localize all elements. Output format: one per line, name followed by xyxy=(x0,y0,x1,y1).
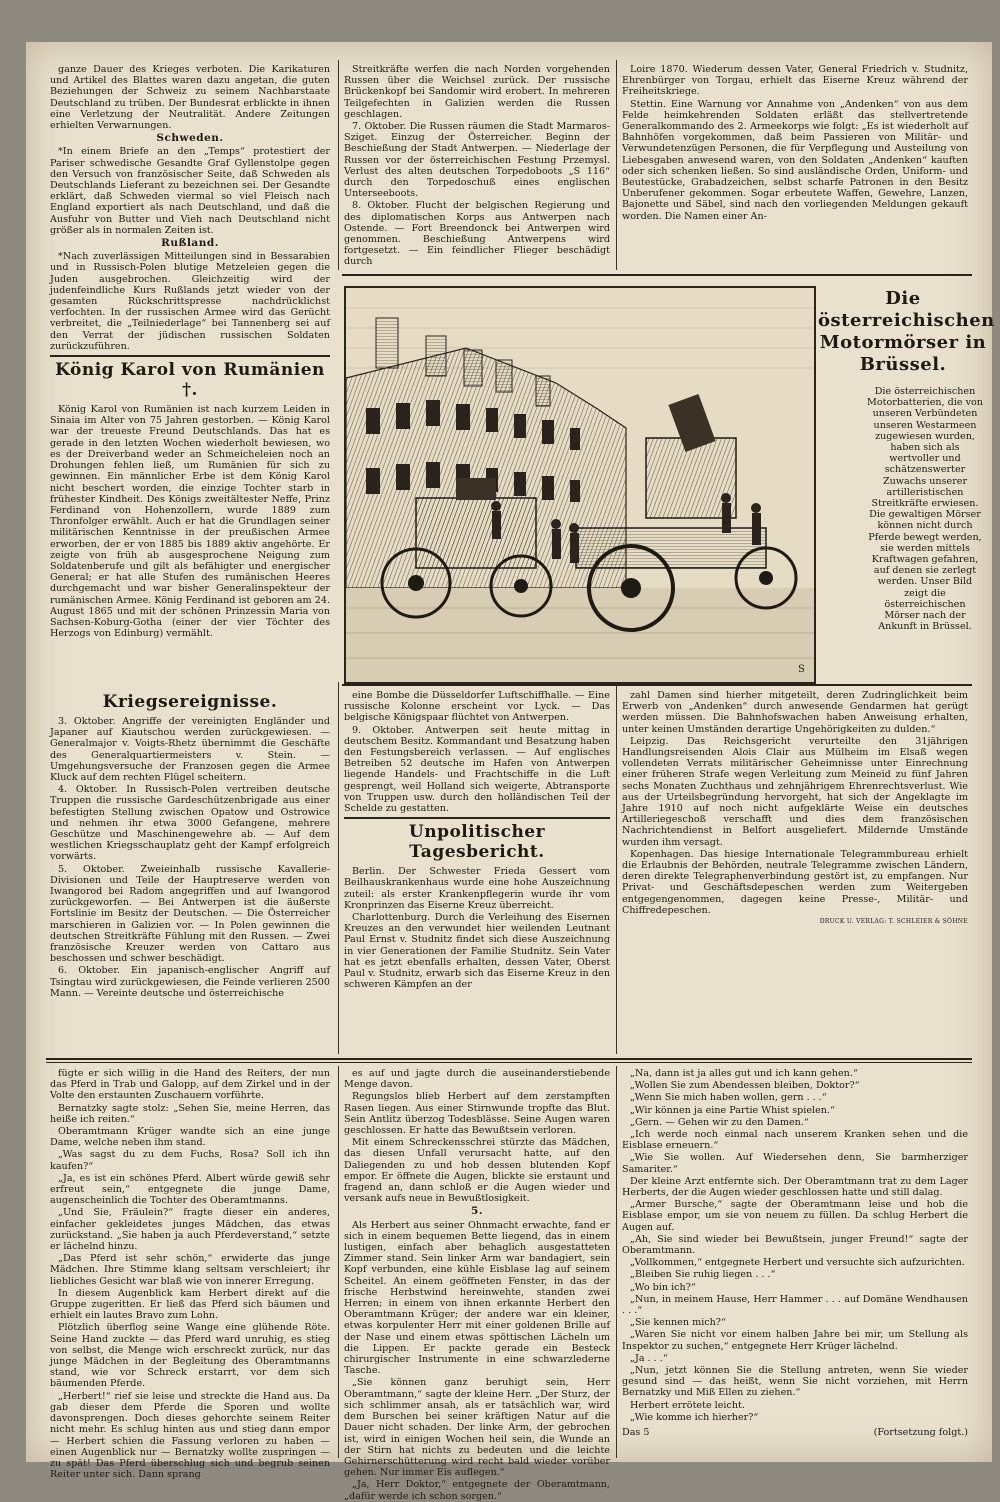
column-rule xyxy=(616,682,617,1054)
krieg-oct5: 5. Oktober. Zweieinhalb russische Kavallerie-Divisionen und Teile der Hauptreserve werden von Iwangorod bei Radom angegriffen und auf Iwangorod zurückgeworfen. — Bei Antwerpen ist die äußerste Fortslinie im Besitz der Deutschen. — Die Österreicher marschieren in Galizien vor. — In Polen gewinnen die deutschen Streitkräfte Fühlung mit den Russen. — Zwei französische Kreuzer werden von Cattaro aus beschossen und schwer beschädigt. xyxy=(50,863,330,965)
figure-caption: Die österreichischen Motorbatterien, die von unseren Verbündeten unseren Westarmeen zugewiesen wurden, haben sich als wertvoller und schätzenswerter Zuwachs unserer artilleristischen Streitkräfte erwiesen. Die gewaltigen Mörser können nicht durch Pferde bewegt werden, sie werden mittels Kraftwagen gefahren, auf denen sie zerlegt werden. Unser Bild zeigt die österreichischen Mörser nach der Ankunft in Brüssel. xyxy=(867,386,983,633)
column-5 xyxy=(622,690,968,1050)
novel-paragraph: „Vollkommen,“ entgegnete Herbert und versuchte sich aufzurichten. xyxy=(630,1257,965,1269)
novel-paragraph: Oberamtmann Krüger wandte sich an eine junge Dame, welche neben ihm stand. xyxy=(50,1126,330,1149)
novel-paragraph: „Ja, es ist ein schönes Pferd. Albert würde gewiß sehr erfreut sein,“ entgegnete die junge Dame, augenscheinlich die Tochter des Oberamtmanns. xyxy=(50,1172,330,1207)
feuilleton-rule xyxy=(46,1058,972,1060)
berlin-paragraph: Berlin. Der Schwester Frieda Gessert vom Beilhauskrankenhaus wurde eine hohe Auszeichnung zuteil: als erster Krankenpflegerin wurde ihr vom Kronprinzen das Eiserne Kreuz überreicht. xyxy=(344,866,610,911)
krieg-oct7: 7. Oktober. Die Russen räumen die Stadt Marmaros-Sziget. Einzug der Österreicher. Beginn der Beschießung der Stadt Antwerpen. — Niederlage der Russen vor der österreichischen Festung Przemysl. Verlust des alten deutschen Torpedoboots „S 116“ durch den Torpedoschuß eines englischen Unterseeboots. xyxy=(344,121,610,200)
intro-paragraph: ganze Dauer des Krieges verboten. Die Karikaturen und Artikel des Blattes waren dazu angetan, die guten Beziehungen der Schweiz zu seinem Nachbarstaate Deutschland zu trüben. Der Bundesrat erblickte in ihnen eine Verletzung der Neutralität. Andere Zeitungen erhielten Verwarnungen. xyxy=(50,64,330,132)
motormoerser-engraving xyxy=(346,288,814,682)
novel-paragraph: „Gern. — Gehen wir zu den Damen.“ xyxy=(630,1116,809,1128)
novel-paragraph: „Nun, in meinem Hause, Herr Hammer . . . auf Domäne Wendhausen . . .“ xyxy=(622,1293,968,1317)
feuilleton-rule xyxy=(46,1062,972,1063)
novel-paragraph: Bernatzky sagte stolz: „Sehen Sie, meine Herren, das heiße ich reiten.“ xyxy=(50,1102,330,1125)
novel-paragraph: „Wo bin ich?“ xyxy=(630,1281,696,1293)
novel-column-1 xyxy=(50,1068,330,1481)
novel-paragraph: „Sie können ganz beruhigt sein, Herr Oberamtmann,“ sagte der kleine Herr. „Der Sturz, der sich schlimmer ansah, als er tatsächlich war, wird dem Burschen bei seiner kräftigen Natur auf die Dauer nicht schaden. Der linke Arm, der gebrochen ist, wird in einigen Wochen heil sein, die Wunde an der Stirn hat nichts zu bedeuten und die leichte Gehirnerschütterung wird recht bald wieder vorüber gehen. Nur immer Eis auflegen.“ xyxy=(344,1377,610,1479)
leipzig-paragraph: Leipzig. Das Reichsgericht verurteilte den 31jährigen Handlungsreisenden Alois Clair aus Mülheim im Elsaß wegen vollendeten Verrats militärischer Geheimnisse unter Einrechnung einer früheren Strafe wegen Verleitung zum Meineid zu fünf Jahren sechs Monaten Zuchthaus und zehnjährigem Ehrenrechtsverlust. Wie aus der Urteilsbegründung hervorgeht, hat sich der Angeklagte im Jahre 1910 auf noch nicht aufgeklärte Weise ein deutsches Artilleriegeschoß verschafft und dies dem französischen Nachrichtendienst in Belfort ausgeliefert. Mildernde Umstände wurden ihm versagt. xyxy=(622,735,968,848)
novel-paragraph: Herbert errötete leicht. xyxy=(630,1399,745,1411)
unpolitischer-title: Unpolitischer Tagesbericht. xyxy=(408,822,546,863)
novel-paragraph: Als Herbert aus seiner Ohnmacht erwachte, fand er sich in einem bequemen Bette liegend, das in einem lustigen, einfach aber behaglich ausgestatteten Zimmer stand. Sein linker Arm war bandagiert, sein Kopf verbunden, eine kühle Eisblase lag auf seinem Scheitel. An einem geöffneten Fenster, in das der frische Herbstwind hereinwehte, standen zwei Herren; in einem von ihnen erkannte Herbert den Oberamtmann Krüger; der andere war ein kleiner, etwas korpulenter Herr mit einer goldenen Brille auf der Nase und einem etwas spöttischen Lächeln um die Lippen. Er packte gerade ein Besteck chirurgischer Instrumente in eine schwarzlederne Tasche. xyxy=(344,1219,610,1377)
krieg-oct4: 4. Oktober. In Russisch-Polen vertreiben deutsche Truppen die russische Gardeschützenbrigade aus einer befestigten Stellung zwischen Opatow und Ostrowice und nehmen ihr etwa 3000 Gefangene, mehrere Geschütze und Maschinengewehre ab. — Auf dem westlichen Kriegsschauplatz geht der Kampf erfolgreich vorwärts. xyxy=(50,784,330,863)
novel-paragraph: „Ich werde noch einmal nach unserem Kranken sehen und die Eisblase erneuern.“ xyxy=(622,1129,968,1152)
to-be-continued: (Fortsetzung folgt.) xyxy=(873,1427,968,1439)
charlottenburg-paragraph: Charlottenburg. Durch die Verleihung des Eisernen Kreuzes an den verwundet hier weilenden Leutnant Paul Ernst v. Studnitz findet sich diese Auszeichnung in vier Generationen der Familie Studnitz. Sein Vater hat es jetzt ebenfalls erhalten, dessen Vater, Oberst Paul v. Studnitz, erwarb sich das Eiserne Kreuz in den schweren Kämpfen an der xyxy=(344,912,610,991)
page-marker: Das 5 xyxy=(622,1427,650,1439)
column-1 xyxy=(50,64,330,709)
novel-paragraph: Plötzlich überflog seine Wange eine glühende Röte. Seine Hand zuckte — das Pferd ward unruhig, es stieg von selbst, die Menge wich erschreckt zurück, nur das junge Mädchen in der Begleitung des Oberamtmanns stand, wie vor Schreck erstarrt, vor dem sich bäumenden Pferde. xyxy=(50,1322,330,1390)
horizontal-rule xyxy=(342,684,972,686)
column-rule xyxy=(338,1066,339,1458)
novel-paragraph: Mit einem Schreckensschrei stürzte das Mädchen, das diesen Unfall verursacht hatte, auf den Daliegenden zu und hob dessen blutenden Kopf empor. Er öffnete die Augen, blickte sie erstaunt und fragend an, dann schloß er die Augen wieder und versank aufs neue in Bewußtlosigkeit. xyxy=(344,1137,610,1205)
printer-imprint: DRUCK U. VERLAG: T. SCHLEIER & SÖHNE xyxy=(819,918,968,926)
kriegsereignisse-column xyxy=(50,690,330,1050)
krieg-oct8: 8. Oktober. Flucht der belgischen Regierung und des diplomatischen Korps aus Antwerpen nach Ostende. — Fort Breendonck bei Antwerpen wird genommen. Beschießung Antwerpens wird fortgesetzt. — Ein feindlicher Flieger beschädigt durch xyxy=(344,200,610,268)
novel-paragraph: „Na, dann ist ja alles gut und ich kann gehen.“ xyxy=(630,1068,858,1079)
novel-paragraph: „Ah, Sie sind wieder bei Bewußtsein, junger Freund!“ sagte der Oberamtmann. xyxy=(622,1233,968,1257)
novel-paragraph: fügte er sich willig in die Hand des Reiters, der nun das Pferd in Trab und Galopp, auf dem Zirkel und in der Volte den erstaunten Zuschauern vorführte. xyxy=(50,1068,330,1102)
novel-paragraph: „Wie Sie wollen. Auf Wiedersehen denn, Sie barmherziger Samariter.“ xyxy=(622,1152,968,1175)
novel-paragraph: „Armer Bursche,“ sagte der Oberamtmann leise und hob die Eisblase empor, um sie von neuem zu füllen. Da schlug Herbert die Augen auf. xyxy=(622,1199,968,1233)
novel-paragraph: „Waren Sie nicht vor einem halben Jahre bei mir, um Stellung als Inspektor zu suchen,“ entgegnete Herr Krüger lächelnd. xyxy=(622,1329,968,1352)
novel-paragraph: Der kleine Arzt entfernte sich. Der Oberamtmann trat zu dem Lager Herberts, der die Augen wieder geschlossen hatte und still dalag. xyxy=(622,1175,968,1199)
novel-paragraph: es auf und jagte durch die auseinanderstiebende Menge davon. xyxy=(344,1068,610,1091)
novel-paragraph: „Sie kennen mich?“ xyxy=(630,1317,726,1329)
stettin-cont: zahl Damen sind hierher mitgeteilt, deren Zudringlichkeit beim Erwerb von „Andenken“ durch anwesende Gendarmen hat gerügt werden müssen. Die Bahnhofswachen haben Anweisung erhalten, unter keinen Umständen derartige Ungehörigkeiten zu dulden.“ xyxy=(622,690,968,735)
kopenhagen-paragraph: Kopenhagen. Das hiesige Internationale Telegrammbureau erhielt die Erlaubnis der Behörden, neutrale Telegramme zwischen Ländern, deren direkte Telegraphenverbindung gestört ist, zu empfangen. Nur Privat- und Geschäftsdepeschen werden zum Weitergeben entgegengenommen, dagegen keine Presse-, Militär- und Chiffredepeschen. xyxy=(622,848,968,916)
column-rule xyxy=(616,60,617,270)
column-rule xyxy=(616,1066,617,1458)
novel-paragraph: „Wie komme ich hierher?“ xyxy=(630,1411,759,1423)
horizontal-rule xyxy=(342,274,972,276)
karol-paragraph: König Karol von Rumänien ist nach kurzem Leiden in Sinaia im Alter von 75 Jahren gestorben. — König Karol war der treueste Freund Deutschlands. Das hat es gerade in den letzten Wochen wiederholt bewiesen, wo es der Dreiverband weder an Schmeicheleien noch an Drohungen fehlen ließ, um Rumänien für sich zu gewinnen. Ein männlicher Erbe ist dem König Karol nicht beschert worden, die einzige Tochter starb in frühester Kindheit. Des Königs zweitältester Neffe, Prinz Ferdinand von Hohenzollern, wurde 1889 zum Thronfolger erwählt. Auch er hat die Grundlagen seiner militärischen Kenntnisse in der preußischen Armee erworben, der er von 1885 bis 1889 aktiv angehörte. Er zeigte von früh ab ausgesprochene Neigung zum Soldatenberufe und gilt als befähigter und energischer General; er hat alle Stufen des rumänischen Heeres durchgemacht und war bisher Generalinspekteur der rumänischen Armee. König Ferdinand ist geboren am 24. August 1865 und mit der schönen Prinzessin Maria von Sachsen-Koburg-Gotha (einer der vier Töchter des Herzogs von Edinburg) vermählt. xyxy=(50,404,330,640)
novel-paragraph: „Herbert!“ rief sie leise und streckte die Hand aus. Da gab dieser dem Pferde die Sporen und wollte davonsprengen. Doch dieses gehorchte seinem Reiter nicht mehr. Es schlug hinten aus und stieg dann empor — Herbert schien die Fassung verloren zu haben — einen Augenblick nur — Bernatzky wollte zuspringen — zu spät! Das Pferd überschlug sich und begrub seinen Reiter unter sich. Dann sprang xyxy=(50,1390,330,1481)
karol-title: König Karol von Rumänien †. xyxy=(55,360,325,401)
studnitz-cont: Loire 1870. Wiederum dessen Vater, General Friedrich v. Studnitz, Ehrenbürger von Torgau, erhielt das Eiserne Kreuz während der Freiheitskriege. xyxy=(622,64,968,98)
novel-column-2 xyxy=(344,1068,610,1502)
novel-paragraph: „Was sagst du zu dem Fuchs, Rosa? Soll ich ihn kaufen?“ xyxy=(50,1149,330,1172)
figure-sidebar xyxy=(818,282,995,682)
schweden-paragraph: *In einem Briefe an den „Temps“ protestiert der Pariser schwedische Gesandte Graf Gyllenstolpe gegen den Versuch von französischer Seite, daß Schweden als Deutschlands Lieferant zu bezeichnen sei. Der Gesandte erklärt, daß Schweden viermal so viel Fleisch nach England exportiert als nach Deutschland, und daß die Ausfuhr von Butter und Vieh nach Deutschland nicht größer als in normalen Zeiten ist. xyxy=(50,146,330,236)
column-rule xyxy=(338,60,339,270)
novel-paragraph: „Und Sie, Fräulein?“ fragte dieser ein anderes, einfacher gekleidetes junges Mädchen, das etwas zurückstand. „Sie haben ja auch Pferdeverstand,“ setzte er lächelnd hinzu. xyxy=(50,1207,330,1253)
krieg-oct9: 9. Oktober. Antwerpen seit heute mittag in deutschem Besitz. Kommandant und Besatzung haben den Festungsbereich verlassen. — Auf englisches Betreiben 52 deutsche im Hafen von Antwerpen liegende Handels- und Frachtschiffe in die Luft gesprengt, weil Holland sich weigerte, Abtransporte von Truppen usw. durch den holländischen Teil der Schelde zu gestatten. xyxy=(344,724,610,815)
divider xyxy=(50,355,330,357)
novel-paragraph: „Wenn Sie mich haben wollen, gern . . .“ xyxy=(630,1092,827,1104)
krieg-cont-paragraph: Streitkräfte werfen die nach Norden vorgehenden Russen über die Weichsel zurück. Der russische Brückenkopf bei Sandomir wird erobert. In mehreren Teilgefechten in Galizien werden die Russen geschlagen. xyxy=(344,64,610,120)
stettin-paragraph: Stettin. Eine Warnung vor Annahme von „Andenken“ von aus dem Felde heimkehrenden Soldaten erläßt das stellvertretende Generalkommando des 2. Armeekorps wie folgt: „Es ist wiederholt auf Bahnhöfen vorgekommen, daß beim Passieren von Militär- und Verwundetenzügen Personen, die für Verpflegung und Austeilung von Liebesgaben anwesend waren, von den Soldaten „Andenken“ kauften oder sich schenken ließen. So sind ausländische Orden, Uniform- und Beutestücke, Grabadzeichen, selbst scharfe Patronen in den Besitz Unberufener gekommen. Sogar erbeutete Waffen, Gewehre, Lanzen, Bajonette und Säbel, sind nach den vorliegenden Meldungen gekauft worden. Die Namen einer An- xyxy=(622,98,968,222)
novel-paragraph: Regungslos blieb Herbert auf dem zerstampften Rasen liegen. Aus einer Stirnwunde tropfte das Blut. Sein Antlitz überzog Todesblässe. Seine Augen waren geschlossen. Er hatte das Bewußtsein verloren. xyxy=(344,1091,610,1137)
novel-paragraph: „Das Pferd ist sehr schön,“ erwiderte das junge Mädchen. Ihre Stimme klang seltsam verschleiert; ihr liebliches Gesicht war blaß wie von innerer Erregung. xyxy=(50,1253,330,1287)
novel-paragraph: „Wollen Sie zum Abendessen bleiben, Doktor?“ xyxy=(630,1080,860,1092)
column-2 xyxy=(344,64,610,272)
column-4 xyxy=(344,690,610,1050)
continuation-line xyxy=(622,1427,968,1438)
krieg-cont-2: eine Bombe die Düsseldorfer Luftschiffhalle. — Eine russische Kolonne erscheint vor Lyck. — Das belgische Königspaar flüchtet von Antwerpen. xyxy=(344,690,610,724)
heading-russland: Rußland. xyxy=(161,237,219,250)
novel-column-3 xyxy=(622,1068,968,1460)
engraver-signature: S xyxy=(798,664,805,675)
column-3 xyxy=(622,64,968,272)
novel-paragraph: „Ja, Herr Doktor,“ entgegnete der Oberamtmann, „dafür werde ich schon sorgen.“ xyxy=(344,1479,610,1502)
krieg-oct3: 3. Oktober. Angriffe der vereinigten Engländer und Japaner auf Kiautschou werden zurückgewiesen. — Generalmajor v. Voigts-Rhetz übernimmt die Geschäfte des Generalquartiermeisters v. Stein. — Umgehungsversuche der Franzosen gegen die Armee Kluck auf dem rechten Flügel scheitern. xyxy=(50,716,330,784)
novel-paragraph: „Nun, jetzt können Sie die Stellung antreten, wenn Sie wieder gesund sind — das heißt, wenn Sie nicht vorziehen, mit Herrn Bernatzky und Miß Ellen zu ziehen.“ xyxy=(622,1365,968,1399)
chapter-number: 5. xyxy=(471,1205,483,1218)
heading-schweden: Schweden. xyxy=(156,132,224,145)
kriegsereignisse-title: Kriegsereignisse. xyxy=(102,692,278,712)
newspaper-page xyxy=(26,42,995,1502)
column-rule xyxy=(338,682,339,1054)
russland-paragraph: *Nach zuverlässigen Mitteilungen sind in Bessarabien und in Russisch-Polen blutige Metzeleien gegen die Juden ausgebrochen. Gleichzeitig wird der judenfeindliche Kurs Rußlands jetzt wieder von der gesamten Rückschrittspresse nachdrücklichst verfochten. In der russischen Armee wird das Gerücht verbreitet, die „Teilniederlage“ bei Tannenberg sei auf den Verrat der jüdischen russischen Soldaten zurückzuführen. xyxy=(50,251,330,352)
novel-paragraph: In diesem Augenblick kam Herbert direkt auf die Gruppe zugeritten. Er ließ das Pferd sich bäumen und erhielt ein lautes Bravo zum Lohn. xyxy=(50,1287,330,1322)
krieg-oct6: 6. Oktober. Ein japanisch-englischer Angriff auf Tsingtau wird zurückgewiesen, die Feinde verlieren 2500 Mann. — Vereinte deutsche und österreichische xyxy=(50,965,330,999)
novel-paragraph: „Wir können ja eine Partie Whist spielen.“ xyxy=(630,1104,835,1116)
novel-paragraph: „Ja . . .“ xyxy=(630,1352,668,1364)
figure-title: Die österreichischen Motormörser in Brüssel. xyxy=(818,288,995,375)
novel-paragraph: „Bleiben Sie ruhig liegen . . .“ xyxy=(630,1269,776,1281)
motormoerser-illustration xyxy=(344,286,816,684)
divider xyxy=(344,817,610,819)
